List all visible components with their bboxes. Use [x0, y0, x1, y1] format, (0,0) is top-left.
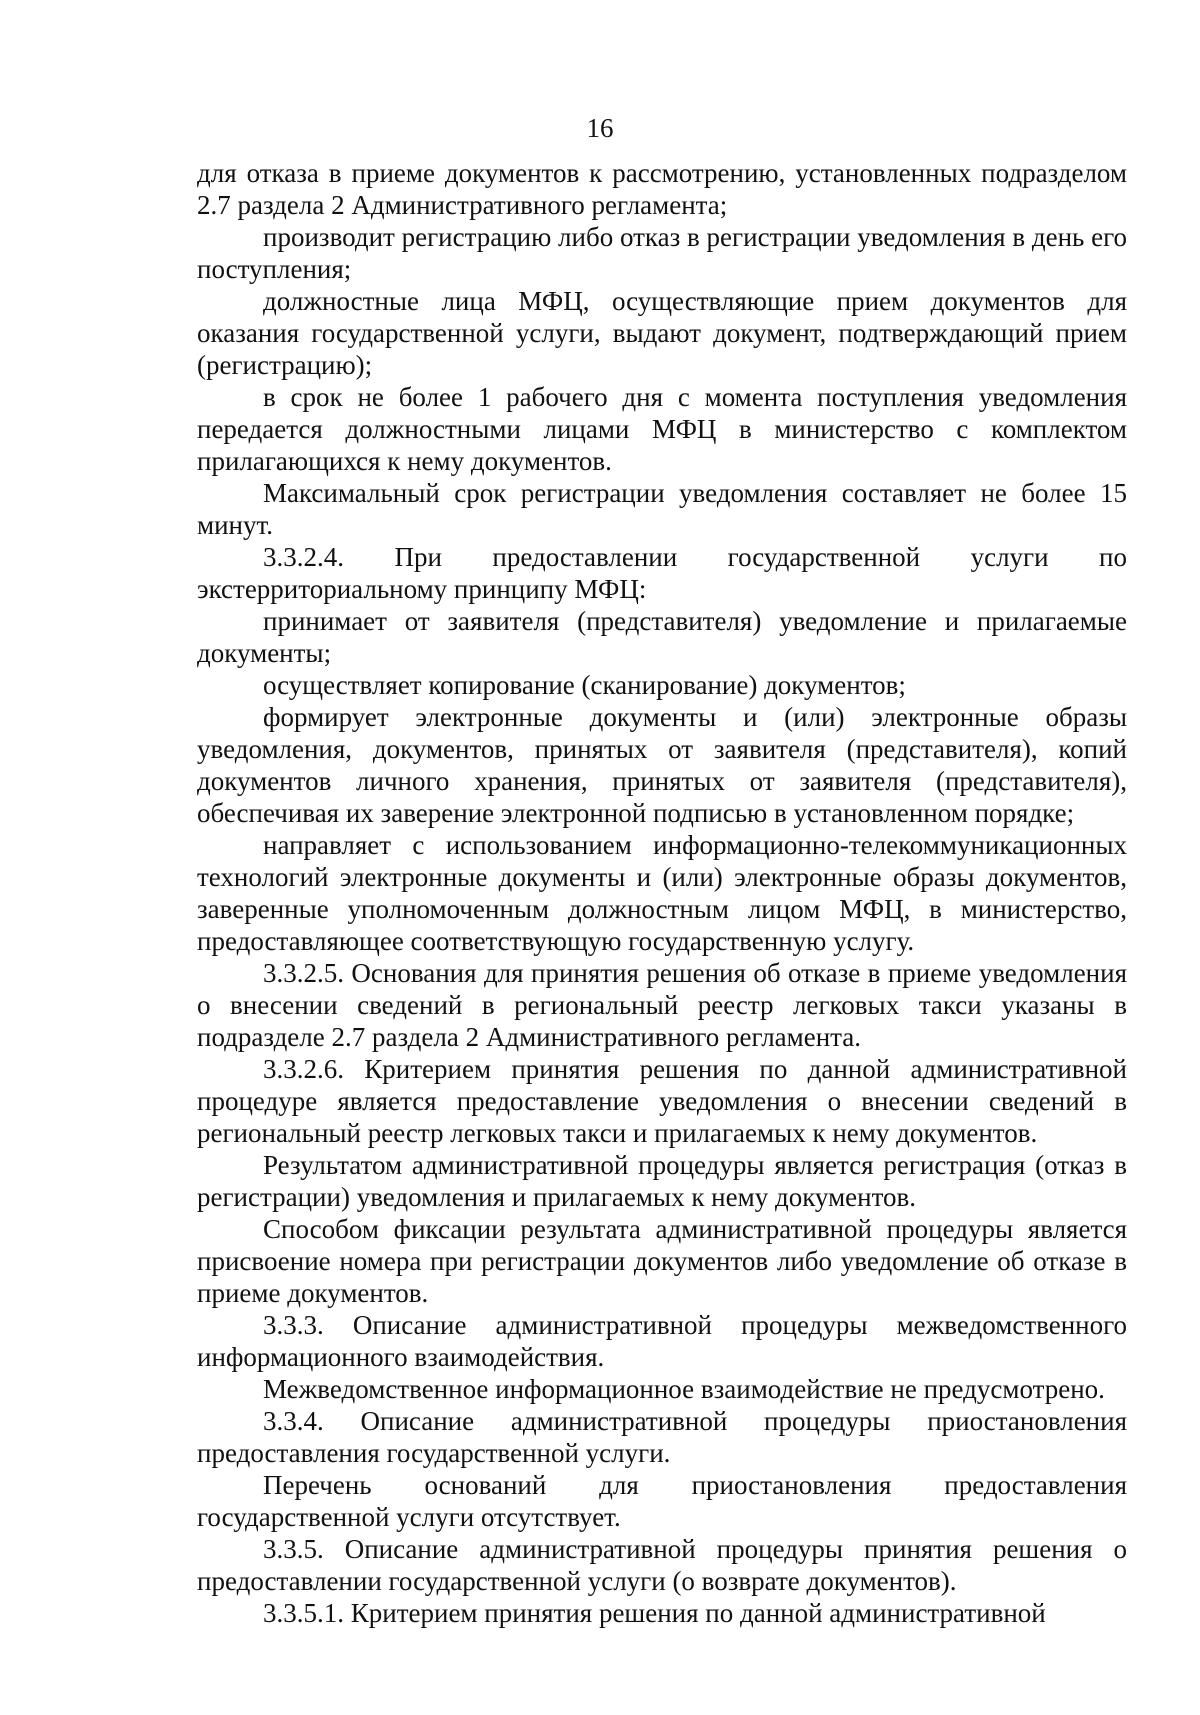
- paragraph: 3.3.4. Описание административной процедуры приостановления предоставления государственной услуги.: [197, 1406, 1127, 1468]
- paragraph: Перечень оснований для приостановления предоставления государственной услуги отсутствует.: [197, 1470, 1127, 1532]
- paragraph: Межведомственное информационное взаимодействие не предусмотрено.: [263, 1374, 1105, 1404]
- paragraph: осуществляет копирование (сканирование) документов;: [263, 670, 906, 700]
- paragraph: в срок не более 1 рабочего дня с момента поступления уведомления передается должностными лицами МФЦ в министерство с комплектом прилагающихся к нему документов.: [197, 382, 1127, 476]
- paragraph: 3.3.3. Описание административной процедуры межведомственного информационного взаимодействия.: [197, 1310, 1127, 1372]
- paragraph: Максимальный срок регистрации уведомления составляет не более 15 минут.: [197, 478, 1127, 540]
- paragraph: 3.3.2.6. Критерием принятия решения по данной административной процедуре является предоставление уведомления о внесении сведений в региональный реестр легковых такси и прилагаемых к нему документов.: [197, 1054, 1127, 1148]
- paragraph: производит регистрацию либо отказ в регистрации уведомления в день его поступления;: [197, 222, 1127, 284]
- paragraph: 3.3.5.1. Критерием принятия решения по данной административной: [263, 1598, 1046, 1628]
- paragraph: Способом фиксации результата административной процедуры является присвоение номера при регистрации документов либо уведомление об отказе в приеме документов.: [197, 1214, 1127, 1308]
- paragraph: 3.3.2.5. Основания для принятия решения об отказе в приеме уведомления о внесении сведений в региональный реестр легковых такси указаны в подразделе 2.7 раздела 2 Административного регламента.: [197, 958, 1127, 1052]
- paragraph: 3.3.2.4. При предоставлении государственной услуги по экстерриториальному принципу МФЦ:: [197, 542, 1127, 604]
- paragraph: направляет с использованием информационно-телекоммуникационных технологий электронные документы и (или) электронные образы документов, заверенные уполномоченным должностным лицом МФЦ, в министерство, предоставляющее соответствующую государственную услугу.: [197, 830, 1127, 956]
- paragraph: Результатом административной процедуры является регистрация (отказ в регистрации) уведомления и прилагаемых к нему документов.: [197, 1150, 1127, 1212]
- paragraph: формирует электронные документы и (или) электронные образы уведомления, документов, принятых от заявителя (представителя), копий документов личного хранения, принятых от заявителя (представителя), обеспечивая их заверение электронной подписью в установленном порядке;: [197, 702, 1127, 828]
- document-body: [197, 157, 1127, 1629]
- paragraph: 3.3.5. Описание административной процедуры принятия решения о предоставлении государственной услуги (о возврате документов).: [197, 1534, 1127, 1596]
- paragraph: должностные лица МФЦ, осуществляющие прием документов для оказания государственной услуги, выдают документ, подтверждающий прием (регистрацию);: [197, 286, 1127, 380]
- paragraph: для отказа в приеме документов к рассмотрению, установленных подразделом 2.7 раздела 2 Административного регламента;: [197, 158, 1127, 220]
- paragraph: принимает от заявителя (представителя) уведомление и прилагаемые документы;: [197, 606, 1127, 668]
- page-number: 16: [586, 113, 614, 143]
